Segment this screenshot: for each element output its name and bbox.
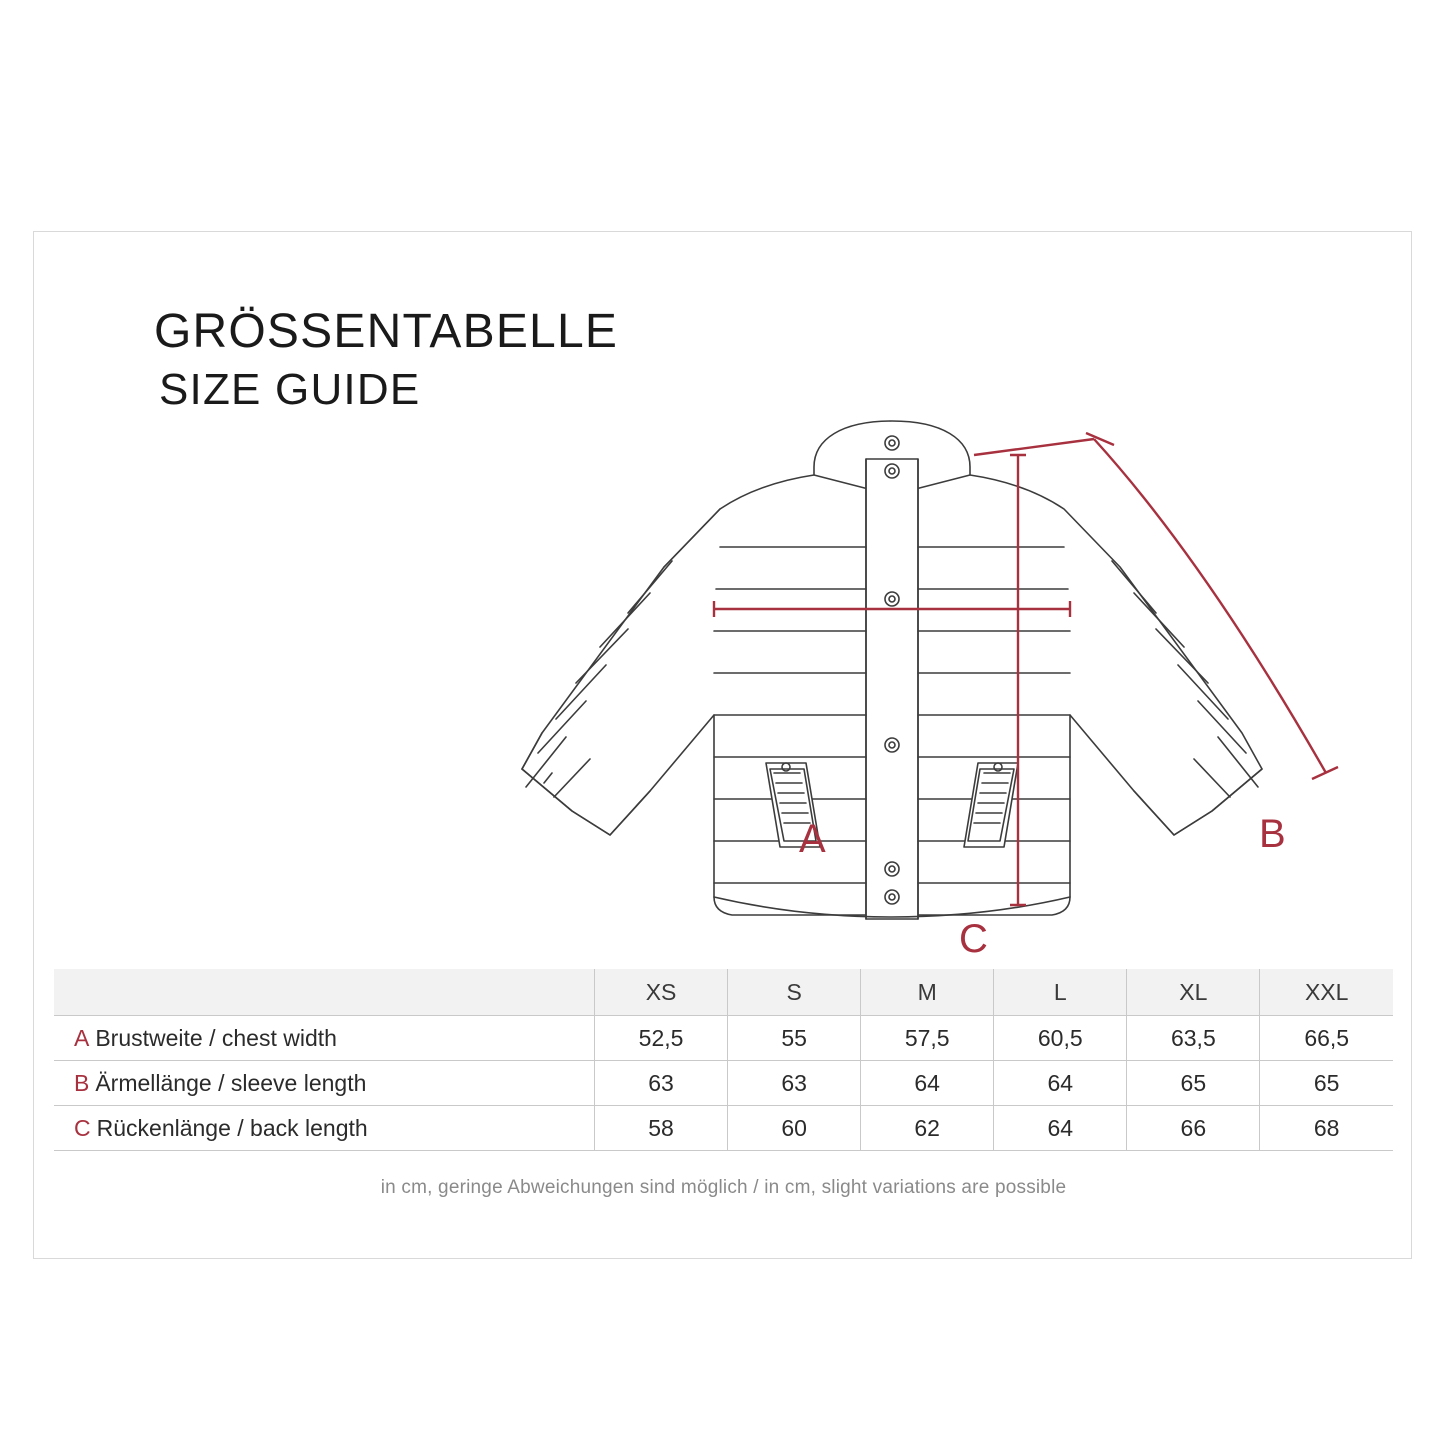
cell-sleeve-m: 64 — [861, 1061, 994, 1106]
column-header-xxl: XXL — [1260, 969, 1393, 1016]
row-letter-b: B — [74, 1069, 90, 1096]
cell-sleeve-xl: 65 — [1127, 1061, 1260, 1106]
row-text-c: Rückenlänge / back length — [96, 1114, 368, 1141]
footnote: in cm, geringe Abweichungen sind möglich / in cm, slight variations are possible — [380, 1177, 1067, 1198]
cell-chest-m: 57,5 — [861, 1016, 994, 1061]
cell-chest-xl: 63,5 — [1127, 1016, 1260, 1061]
cell-back-xl: 66 — [1127, 1106, 1260, 1151]
column-header-l: L — [994, 969, 1127, 1016]
table-row — [54, 1016, 1393, 1061]
size-table — [54, 969, 1393, 1151]
cell-chest-xs: 52,5 — [595, 1016, 728, 1061]
cell-back-m: 62 — [861, 1106, 994, 1151]
cell-chest-xxl: 66,5 — [1260, 1016, 1393, 1061]
row-label-sleeve-length — [54, 1061, 595, 1106]
jacket-diagram — [414, 397, 1374, 961]
measure-label-c: C — [959, 917, 988, 961]
cell-sleeve-l: 64 — [994, 1061, 1127, 1106]
table-header-row — [54, 969, 1393, 1016]
row-letter-a: A — [74, 1024, 90, 1051]
table-row — [54, 1106, 1393, 1151]
column-header-xl: XL — [1127, 969, 1260, 1016]
table-row — [54, 1061, 1393, 1106]
column-header-s: S — [728, 969, 861, 1016]
size-table-wrap — [54, 969, 1393, 1151]
measure-label-a: A — [799, 817, 826, 861]
column-header-m: M — [861, 969, 994, 1016]
jacket-svg — [414, 397, 1374, 937]
cell-sleeve-xxl: 65 — [1260, 1061, 1393, 1106]
cell-chest-s: 55 — [728, 1016, 861, 1061]
measure-label-b: B — [1259, 812, 1286, 856]
cell-back-l: 64 — [994, 1106, 1127, 1151]
cell-back-s: 60 — [728, 1106, 861, 1151]
row-letter-c: C — [74, 1114, 91, 1141]
cell-sleeve-xs: 63 — [595, 1061, 728, 1106]
row-text-b: Ärmellänge / sleeve length — [95, 1069, 367, 1096]
page-subtitle: SIZE GUIDE — [159, 365, 421, 414]
row-label-chest-width — [54, 1016, 595, 1061]
size-guide-card — [33, 231, 1412, 1259]
table-corner-cell — [54, 969, 595, 1016]
cell-back-xxl: 68 — [1260, 1106, 1393, 1151]
cell-back-xs: 58 — [595, 1106, 728, 1151]
row-text-a: Brustweite / chest width — [95, 1024, 337, 1051]
cell-chest-l: 60,5 — [994, 1016, 1127, 1061]
row-label-back-length — [54, 1106, 595, 1151]
page-title: GRÖSSENTABELLE — [154, 305, 619, 358]
column-header-xs: XS — [595, 969, 728, 1016]
cell-sleeve-s: 63 — [728, 1061, 861, 1106]
